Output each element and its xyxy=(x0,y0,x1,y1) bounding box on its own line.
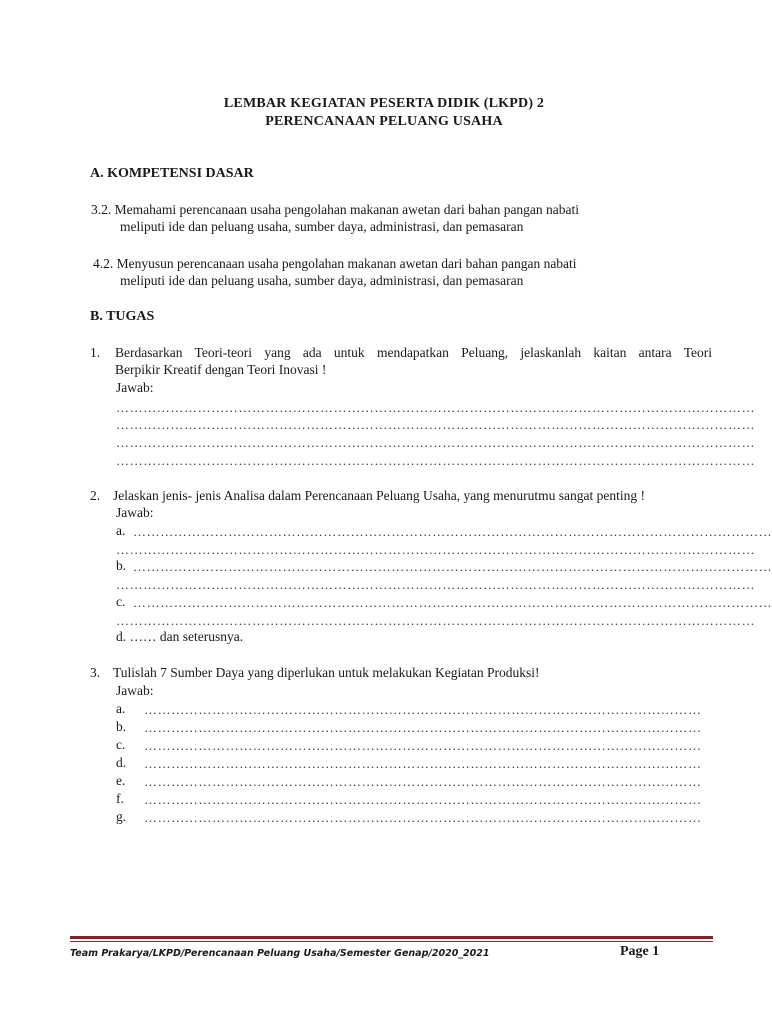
answer-line[interactable]: …………………………………………………………………………………………………………………………… xyxy=(116,453,756,468)
answer-line[interactable]: …………………………………………………………………………………………………………… xyxy=(144,738,702,753)
answer-line[interactable]: …………………………………………………………………………………………………………… xyxy=(144,774,702,789)
answer-line[interactable]: …………………………………………………………………………………………………………… xyxy=(144,702,702,717)
answer-line[interactable]: …………………………………………………………………………………………………………………………… xyxy=(116,435,756,450)
answer-line[interactable]: …………………………………………………………………………………………………………… xyxy=(144,792,702,807)
kd-3-2-line1: 3.2. Memahami perencanaan usaha pengolahan makanan awetan dari bahan pangan nabati xyxy=(91,202,580,217)
q3-item-label: e. xyxy=(116,773,126,788)
answer-line[interactable]: …………………………………………………………………………………………………………………………… xyxy=(116,577,756,592)
answer-line[interactable]: …………………………………………………………………………………………………………… xyxy=(144,720,702,735)
q3-item-label: g. xyxy=(116,809,127,824)
q3-item-label: c. xyxy=(116,737,126,752)
answer-line[interactable]: …………………………………………………………………………………………………………………………… xyxy=(116,417,756,432)
footer-rule-thin xyxy=(70,941,713,942)
kd-3-2-line2: meliputi ide dan peluang usaha, sumber daya, administrasi, dan pemasaran xyxy=(120,219,524,234)
answer-line[interactable]: …………………………………………………………………………………………………………………………… xyxy=(133,524,772,539)
q3-item-label: f. xyxy=(116,791,124,806)
footer-rule-thick xyxy=(70,936,713,939)
answer-line[interactable]: …………………………………………………………………………………………………………………………… xyxy=(133,595,772,610)
q1-text-line1: Berdasarkan Teori-teori yang ada untuk mendapatkan Peluang, jelaskanlah kaitan antara Teori xyxy=(115,345,712,360)
answer-line[interactable]: …………………………………………………………………………………………………………………………… xyxy=(116,542,756,557)
q2-number: 2. xyxy=(90,488,101,503)
q3-item-label: d. xyxy=(116,755,127,770)
q2-item-c-label: c. xyxy=(116,594,126,609)
section-a-heading: A. KOMPETENSI DASAR xyxy=(90,166,254,181)
q3-answer-label: Jawab: xyxy=(116,683,154,698)
q3-number: 3. xyxy=(90,665,101,680)
answer-line[interactable]: …………………………………………………………………………………………………………………………… xyxy=(116,400,756,415)
page-number: Page 1 xyxy=(620,944,660,959)
q2-item-b-label: b. xyxy=(116,558,127,573)
section-b-heading: B. TUGAS xyxy=(90,309,155,324)
q3-item-label: b. xyxy=(116,719,127,734)
answer-line[interactable]: …………………………………………………………………………………………………………………………… xyxy=(133,559,772,574)
q2-item-d: d. …… dan seterusnya. xyxy=(116,629,244,644)
q1-answer-label: Jawab: xyxy=(116,380,154,395)
kd-4-2-line2: meliputi ide dan peluang usaha, sumber daya, administrasi, dan pemasaran xyxy=(120,273,524,288)
q2-text: Jelaskan jenis- jenis Analisa dalam Perencanaan Peluang Usaha, yang menurutmu sangat penting ! xyxy=(113,488,645,503)
answer-line[interactable]: …………………………………………………………………………………………………………… xyxy=(144,756,702,771)
page-title: LEMBAR KEGIATAN PESERTA DIDIK (LKPD) 2 xyxy=(223,96,545,111)
footer-text: Team Prakarya/LKPD/Perencanaan Peluang Usaha/Semester Genap/2020_2021 xyxy=(70,948,490,959)
q2-item-a-label: a. xyxy=(116,523,126,538)
q1-number: 1. xyxy=(90,345,101,360)
page-subtitle: PERENCANAAN PELUANG USAHA xyxy=(265,114,503,129)
q3-item-label: a. xyxy=(116,701,126,716)
q2-answer-label: Jawab: xyxy=(116,505,154,520)
answer-line[interactable]: …………………………………………………………………………………………………………………………… xyxy=(116,613,756,628)
kd-4-2-line1: 4.2. Menyusun perencanaan usaha pengolahan makanan awetan dari bahan pangan nabati xyxy=(93,256,577,271)
q1-text-line2: Berpikir Kreatif dengan Teori Inovasi ! xyxy=(115,362,327,377)
q3-text: Tulislah 7 Sumber Daya yang diperlukan untuk melakukan Kegiatan Produksi! xyxy=(113,665,540,680)
answer-line[interactable]: …………………………………………………………………………………………………………… xyxy=(144,810,702,825)
